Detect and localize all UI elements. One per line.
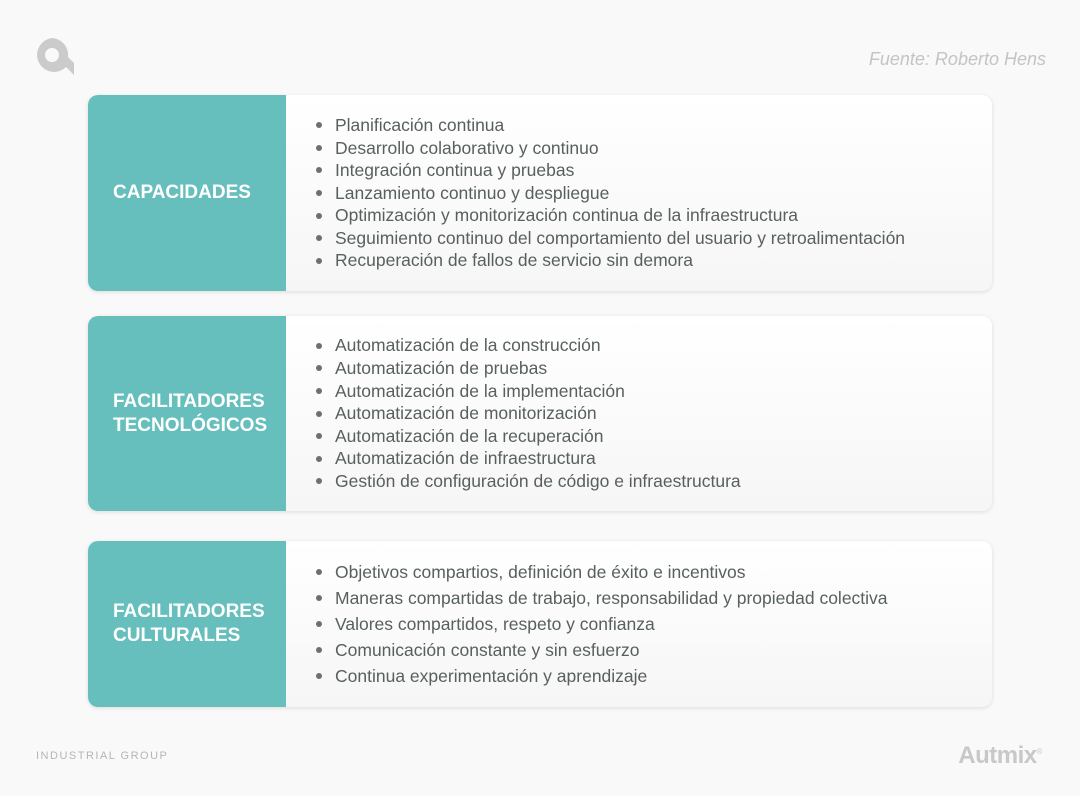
list-item: Gestión de configuración de código e infraestructura	[316, 470, 992, 493]
list-item: Automatización de infraestructura	[316, 447, 992, 470]
list-item: Maneras compartidas de trabajo, responsabilidad y propiedad colectiva	[316, 585, 992, 611]
list-item: Desarrollo colaborativo y continuo	[316, 137, 992, 160]
list-item: Automatización de la implementación	[316, 380, 992, 403]
section-capacidades	[88, 95, 992, 291]
list-item: Automatización de pruebas	[316, 357, 992, 380]
list-item: Comunicación constante y sin esfuerzo	[316, 637, 992, 663]
item-list	[286, 541, 992, 707]
list-item: Seguimiento continuo del comportamiento del usuario y retroalimentación	[316, 227, 992, 250]
list-item: Continua experimentación y aprendizaje	[316, 663, 992, 689]
footer-industrial-group: INDUSTRIAL GROUP	[36, 750, 169, 762]
section-title: FACILITADORES CULTURALES	[88, 541, 286, 707]
list-item: Recuperación de fallos de servicio sin demora	[316, 249, 992, 272]
list-item: Valores compartidos, respeto y confianza	[316, 611, 992, 637]
section-title: FACILITADORES TECNOLÓGICOS	[88, 316, 286, 511]
section-facilitadores-tecnologicos	[88, 316, 992, 511]
brand-name: Autmix	[958, 742, 1037, 769]
list-item: Planificación continua	[316, 114, 992, 137]
list-item: Objetivos compartios, definición de éxito e incentivos	[316, 559, 992, 585]
brand-logo	[958, 742, 1042, 770]
list-item: Lanzamiento continuo y despliegue	[316, 182, 992, 205]
registered-mark: ®	[1036, 747, 1042, 756]
list-item: Optimización y monitorización continua de la infraestructura	[316, 204, 992, 227]
item-list	[286, 316, 992, 511]
list-item: Integración continua y pruebas	[316, 159, 992, 182]
source-credit: Fuente: Roberto Hens	[868, 49, 1046, 69]
logo-icon	[36, 35, 74, 75]
section-facilitadores-culturales	[88, 541, 992, 707]
list-item: Automatización de la recuperación	[316, 425, 992, 448]
item-list	[286, 95, 992, 291]
list-item: Automatización de la construcción	[316, 334, 992, 357]
list-item: Automatización de monitorización	[316, 402, 992, 425]
section-title: CAPACIDADES	[88, 95, 286, 291]
